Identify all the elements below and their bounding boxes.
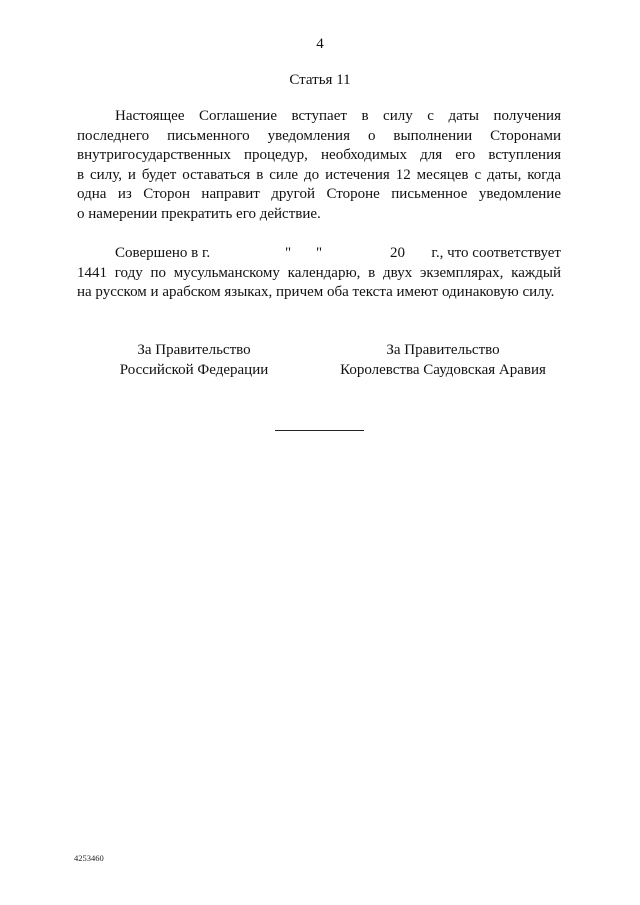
paragraph-line: последнего письменного уведомления о выполнении Сторонами [77, 127, 561, 144]
paragraph-line: на русском и арабском языках, причем оба текста имеют одинаковую силу. [77, 284, 555, 301]
paragraph-line: Настоящее Соглашение вступает в силу с даты получения [115, 108, 561, 124]
paragraph-done-at [77, 244, 561, 303]
signature-party: Российской Федерации [119, 361, 269, 378]
date-line-prefix: Совершено в г. [115, 245, 211, 261]
paragraph-line: в силу, и будет оставаться в силе до истечения 12 месяцев с даты, когда [77, 166, 561, 183]
article-title: Статья 11 [289, 72, 351, 88]
paragraph-line: о намерении прекратить его действие. [77, 205, 321, 222]
paragraph-line: внутригосударственных процедур, необходимых для его вступления [77, 147, 561, 164]
end-of-text-rule [275, 430, 364, 431]
paragraph-line: 1441 году по мусульманскому календарю, в двух экземплярах, каждый [77, 264, 561, 281]
signature-block-russia [108, 341, 280, 380]
date-line-year: 20 [390, 245, 405, 261]
date-line-quote-close: " [316, 245, 323, 261]
date-line [77, 244, 561, 264]
page-number: 4 [316, 36, 324, 52]
signature-label: За Правительство [137, 342, 251, 358]
signature-label: За Правительство [386, 342, 500, 358]
paragraph-entry-into-force [77, 107, 561, 225]
footer-document-code: 4253460 [74, 853, 104, 863]
date-line-quote-open: " [285, 245, 292, 261]
signature-block-saudi-arabia [330, 341, 556, 380]
paragraph-line: одна из Сторон направит другой Стороне письменное уведомление [77, 186, 561, 203]
signature-party: Королевства Саудовская Аравия [340, 361, 546, 378]
date-line-suffix: г., что соответствует [431, 245, 561, 261]
